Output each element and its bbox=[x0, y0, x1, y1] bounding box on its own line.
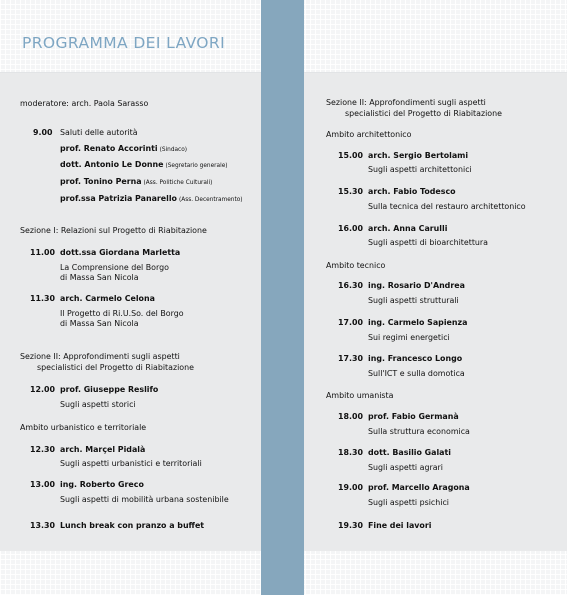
speaker-name: dott.ssa Giordana Marletta bbox=[60, 248, 181, 257]
speaker-name: prof. Marcello Aragona bbox=[368, 483, 470, 492]
talk-title: Sull'ICT e sulla domotica bbox=[368, 369, 465, 378]
ambito-heading: Ambito architettonico bbox=[326, 130, 412, 139]
talk-title: Sugli aspetti di mobilità urbana sostenibile bbox=[60, 495, 229, 504]
speaker-role: (Ass. Politiche Culturali) bbox=[143, 180, 213, 186]
speaker-name: arch. Marçel Pidalà bbox=[60, 445, 146, 454]
speaker-name: ing. Francesco Longo bbox=[368, 354, 463, 363]
talk-title: Sulla tecnica del restauro architettonico bbox=[368, 202, 526, 211]
talk-title: Sugli aspetti urbanistici e territoriali bbox=[60, 459, 202, 468]
session-time: 11.30 bbox=[30, 294, 55, 303]
right-panel bbox=[304, 73, 567, 551]
talk-title: Sui regimi energetici bbox=[368, 333, 450, 342]
session-time: 19.00 bbox=[338, 483, 363, 492]
speaker-name: prof. Giuseppe Reslifo bbox=[60, 385, 159, 394]
speaker-name: ing. Carmelo Sapienza bbox=[368, 318, 468, 327]
talk-title: Sulla struttura economica bbox=[368, 427, 470, 436]
speaker-name: prof. Tonino Perna bbox=[60, 177, 142, 186]
center-column-bar bbox=[261, 0, 304, 595]
ambito-heading: Ambito urbanistico e territoriale bbox=[20, 423, 147, 432]
speaker-role: (Segretario generale) bbox=[165, 163, 228, 169]
session-time: 19.30 bbox=[338, 521, 363, 530]
session-time: 12.30 bbox=[30, 445, 55, 454]
speaker-role: (Sindaco) bbox=[159, 147, 188, 153]
talk-title: Sugli aspetti psichici bbox=[368, 498, 449, 507]
speaker-name: dott. Basilio Galati bbox=[368, 448, 451, 457]
session-time: 11.00 bbox=[30, 248, 55, 257]
section-heading: Sezione II: Approfondimenti sugli aspetti bbox=[20, 352, 180, 361]
session-time: 16.30 bbox=[338, 281, 363, 290]
speaker-name: prof. Fabio Germanà bbox=[368, 412, 459, 421]
session-time: 13.00 bbox=[30, 480, 55, 489]
session-time: 18.30 bbox=[338, 448, 363, 457]
page-title: PROGRAMMA DEI LAVORI bbox=[22, 34, 226, 52]
section-heading: specialistici del Progetto di Riabitazione bbox=[37, 363, 194, 372]
opening-title: Saluti delle autorità bbox=[60, 128, 138, 137]
speaker-name: arch. Carmelo Celona bbox=[60, 294, 155, 303]
session-time: 16.00 bbox=[338, 224, 363, 233]
session-time: 18.00 bbox=[338, 412, 363, 421]
speaker-row bbox=[60, 144, 187, 155]
speaker-row bbox=[60, 160, 228, 171]
session-time: 15.00 bbox=[338, 151, 363, 160]
session-time: 17.00 bbox=[338, 318, 363, 327]
ambito-heading: Ambito tecnico bbox=[326, 261, 386, 270]
talk-title: Sugli aspetti storici bbox=[60, 400, 136, 409]
session-time: 17.30 bbox=[338, 354, 363, 363]
speaker-row bbox=[60, 177, 212, 188]
session-time: 13.30 bbox=[30, 521, 55, 530]
session-time: 12.00 bbox=[30, 385, 55, 394]
session-time: 15.30 bbox=[338, 187, 363, 196]
speaker-name: ing. Rosario D'Andrea bbox=[368, 281, 465, 290]
speaker-role: (Ass. Decentramento) bbox=[178, 197, 243, 203]
ambito-heading: Ambito umanista bbox=[326, 391, 394, 400]
talk-title: Sugli aspetti di bioarchitettura bbox=[368, 238, 489, 247]
moderator: moderatore: arch. Paola Sarasso bbox=[20, 99, 149, 108]
speaker-name: arch. Fabio Todesco bbox=[368, 187, 456, 196]
speaker-name: arch. Sergio Bertolami bbox=[368, 151, 469, 160]
speaker-name: prof.ssa Patrizia Panarello bbox=[60, 194, 177, 203]
talk-title: Sugli aspetti agrari bbox=[368, 463, 443, 472]
speaker-name: ing. Roberto Greco bbox=[60, 480, 144, 489]
talk-title: di Massa San Nicola bbox=[60, 273, 139, 282]
section-heading: Sezione I: Relazioni sul Progetto di Riabitazione bbox=[20, 226, 207, 235]
talk-title: Sugli aspetti strutturali bbox=[368, 296, 459, 305]
speaker-row bbox=[60, 194, 243, 205]
lunch-label: Lunch break con pranzo a buffet bbox=[60, 521, 205, 530]
speaker-name: arch. Anna Carulli bbox=[368, 224, 448, 233]
talk-title: Il Progetto di Ri.U.So. del Borgo bbox=[60, 309, 184, 318]
talk-title: di Massa San Nicola bbox=[60, 319, 139, 328]
speaker-name: dott. Antonio Le Donne bbox=[60, 160, 164, 169]
section-heading: specialistici del Progetto di Riabitazione bbox=[345, 109, 502, 118]
talk-title: La Comprensione del Borgo bbox=[60, 263, 169, 272]
talk-title: Sugli aspetti architettonici bbox=[368, 165, 472, 174]
section-heading: Sezione II: Approfondimenti sugli aspetti bbox=[326, 98, 486, 107]
closing-label: Fine dei lavori bbox=[368, 521, 432, 530]
opening-time: 9.00 bbox=[33, 128, 53, 137]
speaker-name: prof. Renato Accorinti bbox=[60, 144, 158, 153]
